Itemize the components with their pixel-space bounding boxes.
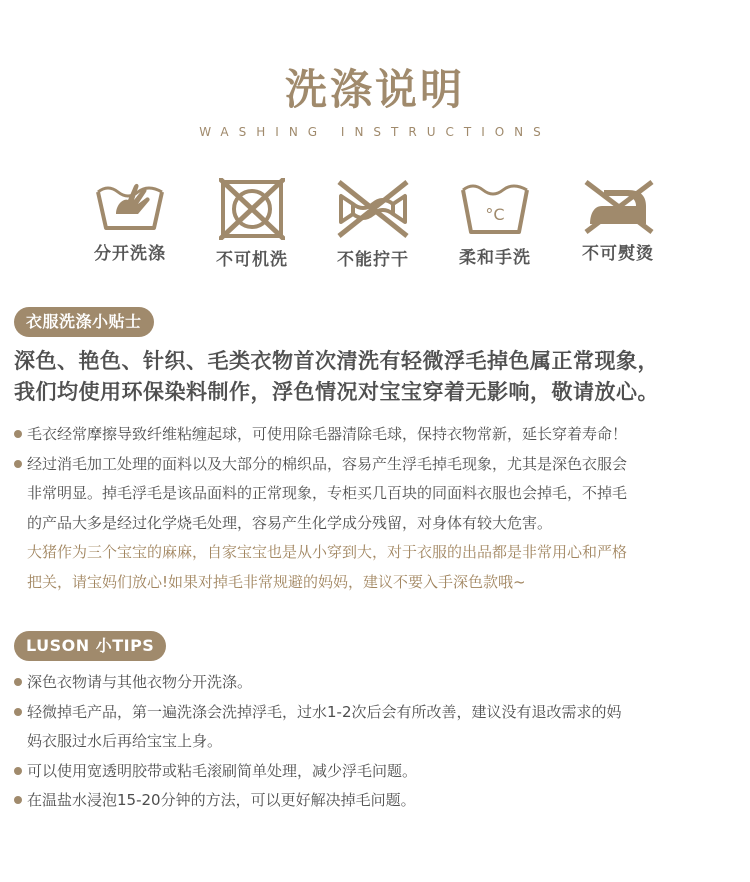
list-item — [14, 450, 742, 480]
icon-label-no-machine-wash: 不可机洗 — [216, 250, 288, 270]
bullet-dot — [14, 460, 22, 468]
list-item — [14, 757, 742, 787]
list-item-continuation: 非常明显。掉毛浮毛是该品面料的正常现象，专柜买几百块的同面料衣服也会掉毛，不掉毛 — [27, 484, 628, 502]
icon-item-no-wring — [318, 178, 428, 272]
bullet-dot — [14, 796, 22, 804]
list-item — [14, 698, 742, 728]
list-item-text: 经过消毛加工处理的面料以及大部分的棉织品，容易产生浮毛掉毛现象，尤其是深色衣服会 — [27, 454, 628, 473]
tips-list — [14, 420, 742, 597]
no-wring-icon — [335, 178, 411, 240]
list-item — [14, 668, 742, 698]
list-item-text: 深色衣物请与其他衣物分开洗涤。 — [27, 673, 253, 691]
bullet-dot — [14, 678, 22, 686]
list-item-text: 轻微掉毛产品，第一遍洗涤会洗掉浮毛，过水1-2次后会有所改善，建议没有退改需求的妈 — [27, 702, 622, 721]
luson-tips-list — [14, 668, 742, 816]
icon-label-gentle-hand-wash: 柔和手洗 — [459, 248, 531, 268]
note-text: 大猪作为三个宝宝的麻麻，自家宝宝也是从小穿到大，对于衣服的出品都是非常用心和严格 — [27, 543, 628, 561]
note-text: 把关，请宝妈们放心!如果对掉毛非常规避的妈妈，建议不要入手深色款哦~ — [27, 572, 526, 591]
list-item-text: 毛衣经常摩擦导致纤维粘缠起球，可使用除毛器清除毛球，保持衣物常新，延长穿着寿命！ — [27, 425, 628, 443]
section-badge-tips: 衣服洗涤小贴士 — [14, 307, 154, 337]
gentle-hand-wash-icon — [459, 178, 531, 238]
temperature-symbol: °C — [485, 205, 505, 224]
page-title: 洗涤说明 — [284, 65, 465, 114]
list-item-continuation: 的产品大多是经过化学烧毛处理，容易产生化学成分残留，对身体有较大危害。 — [27, 513, 553, 532]
page-subtitle: WASHING INSTRUCTIONS — [199, 125, 551, 139]
icon-label-no-iron: 不可熨烫 — [582, 244, 654, 264]
headline-line-2: 我们均使用环保染料制作，浮色情况对宝宝穿着无影响，敬请放心。 — [14, 380, 659, 404]
no-iron-icon — [582, 178, 654, 234]
headline-line-1: 深色、艳色、针织、毛类衣物首次清洗有轻微浮毛掉色属正常现象， — [14, 349, 659, 373]
list-item — [14, 786, 742, 816]
bullet-dot — [14, 430, 22, 438]
hand-wash-icon — [94, 178, 166, 234]
icon-item-gentle-hand-wash — [440, 178, 550, 270]
list-item-continuation: 妈衣服过水后再给宝宝上身。 — [27, 732, 223, 750]
list-item — [14, 420, 742, 450]
no-machine-wash-icon — [219, 178, 285, 240]
bullet-dot — [14, 767, 22, 775]
section-badge-luson-tips: LUSON 小TIPS — [14, 631, 166, 661]
bullet-dot — [14, 708, 22, 716]
icon-item-no-machine-wash — [197, 178, 307, 272]
icon-item-no-iron — [563, 178, 673, 266]
icon-label-no-wring: 不能拧干 — [337, 250, 409, 270]
list-item-text: 可以使用宽透明胶带或粘毛滚刷简单处理，减少浮毛问题。 — [27, 761, 418, 780]
headline — [14, 346, 744, 408]
list-item-text: 在温盐水浸泡15-20分钟的方法，可以更好解决掉毛问题。 — [27, 791, 416, 809]
icon-item-hand-wash — [75, 178, 185, 266]
icon-label-hand-wash: 分开洗涤 — [94, 244, 166, 264]
